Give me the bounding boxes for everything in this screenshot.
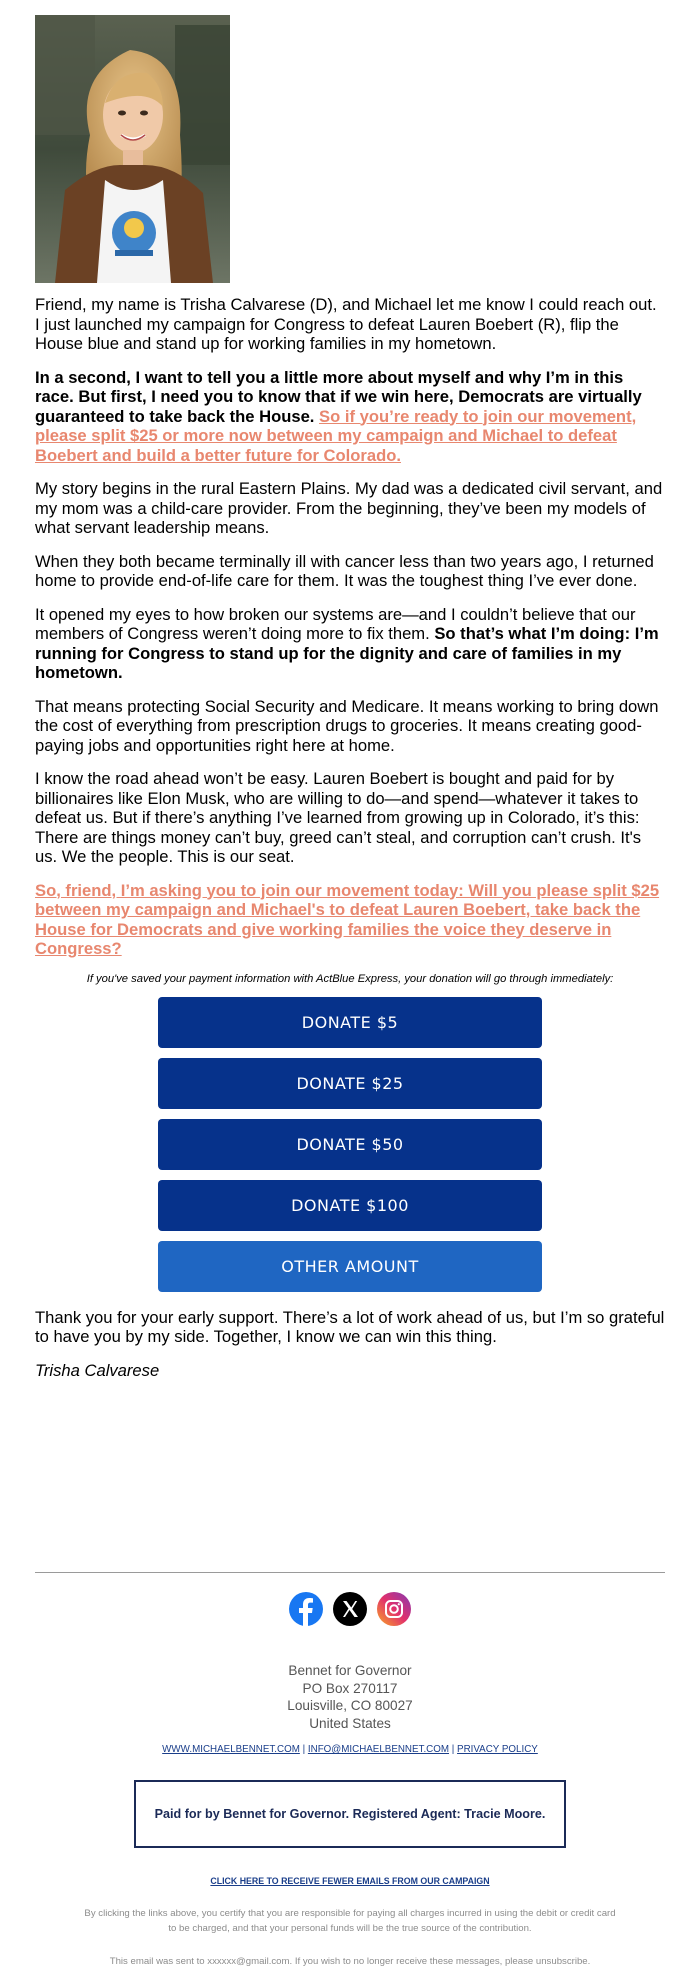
candidate-photo — [35, 15, 230, 283]
actblue-express-note: If you've saved your payment information with ActBlue Express, your donation will go through immediately: — [86, 972, 614, 985]
parents-paragraph: When they both became terminally ill with cancer less than two years ago, I returned home to provide end-of-life care for them. It was the toughest thing I’ve ever done. — [35, 551, 654, 590]
paid-for-disclaimer: Paid for by Bennet for Governor. Registered Agent: Tracie Moore. — [134, 1780, 566, 1848]
address-org: Bennet for Governor — [288, 1663, 412, 1678]
privacy-policy-link[interactable]: PRIVACY POLICY — [457, 1744, 538, 1755]
join-movement-link[interactable]: So, friend, I’m asking you to join our movement today: Will you please split $25 between my campaign and Michael's to defeat Lauren Boebert, take back the House for Democrats and give working families the voice they deserve in Congress? — [35, 880, 660, 958]
systems-text: It opened my eyes to how broken our systems are—and I couldn’t believe that our members of Congress weren’t doing more to fix them. — [35, 604, 636, 643]
signature: Trisha Calvarese — [35, 1360, 160, 1380]
footer-divider — [35, 1572, 665, 1573]
legal-disclaimer: By clicking the links above, you certify that you are responsible for paying all charges incurred in using the debit or credit card to be charged, and that your personal funds will be the true source of the contribution. — [84, 1908, 616, 1934]
donate-100-button[interactable]: DONATE $100 — [158, 1180, 542, 1231]
social-icons — [0, 1592, 700, 1626]
priorities-paragraph: That means protecting Social Security and Medicare. It means working to bring down the cost of everything from prescription drugs to groceries. It means creating good-paying jobs and opportunities right here at home. — [35, 696, 659, 755]
boebert-paragraph: I know the road ahead won’t be easy. Lauren Boebert is bought and paid for by billionaires like Elon Musk, who are willing to do—and spend—whatever it takes to defeat us. But if there’s anything I’ve learned from growing up in Colorado, it’s this: There are things money can’t buy, greed can’t steal, and corruption can’t crush. It's us. We the people. This is our seat. — [35, 769, 642, 866]
donate-buttons — [35, 997, 665, 1292]
systems-bold-text: So that’s what I’m doing: I’m running for Congress to stand up for the dignity and care of families in my hometown. — [35, 624, 659, 682]
donate-5-button[interactable]: DONATE $5 — [158, 997, 542, 1048]
story-paragraph: My story begins in the rural Eastern Plains. My dad was a dedicated civil servant, and my mom was a child-care provider. From the beginning, they’ve been my models of what servant leadership means. — [35, 479, 663, 537]
address-country: United States — [309, 1715, 391, 1731]
address-city: Louisville, CO 80027 — [287, 1698, 413, 1713]
intro-paragraph: Friend, my name is Trisha Calvarese (D), and Michael let me know I could reach out. I just launched my campaign for Congress to defeat Lauren Boebert (R), flip the House blue and stand up for working families in my hometown. — [35, 295, 657, 353]
facebook-icon[interactable] — [289, 1592, 323, 1626]
x-icon[interactable] — [333, 1592, 367, 1626]
mailing-address — [0, 1662, 700, 1732]
donate-50-button[interactable]: DONATE $50 — [158, 1119, 542, 1170]
email-link[interactable]: INFO@MICHAELBENNET.COM — [307, 1744, 450, 1755]
fewer-emails-link[interactable]: CLICK HERE TO RECEIVE FEWER EMAILS FROM OUR CAMPAIGN — [210, 1876, 490, 1886]
unsubscribe-notice: This email was sent to xxxxxx@gmail.com. If you wish to no longer receive these messages, please unsubscribe. — [109, 1956, 591, 1967]
closing-paragraph: Thank you for your early support. There’s a lot of work ahead of us, but I’m so grateful to have you by my side. Together, I know we can win this thing. — [35, 1307, 665, 1346]
address-po-box: PO Box 270117 — [302, 1680, 398, 1696]
race-bold-text: In a second, I want to tell you a little more about myself and why I’m in this race. But first, I need you to know that if we win here, Democrats are virtually guaranteed to take back the House. — [35, 367, 642, 426]
link-separator: | — [302, 1744, 306, 1755]
website-link[interactable]: WWW.MICHAELBENNET.COM — [162, 1744, 300, 1755]
systems-paragraph — [35, 605, 665, 683]
fewer-emails — [0, 1876, 700, 1886]
split-25-link[interactable]: So if you’re ready to join our movement, please split $25 or more now between my campaign and Michael to defeat Boebert and build a better future for Colorado. — [35, 406, 637, 465]
donate-25-button[interactable]: DONATE $25 — [158, 1058, 542, 1109]
footer-links — [0, 1744, 700, 1755]
cta-paragraph — [35, 881, 665, 959]
link-separator: | — [451, 1744, 455, 1755]
other-amount-button[interactable]: OTHER AMOUNT — [158, 1241, 542, 1292]
race-paragraph — [35, 368, 665, 466]
email-body — [35, 15, 665, 1381]
instagram-icon[interactable] — [377, 1592, 411, 1626]
